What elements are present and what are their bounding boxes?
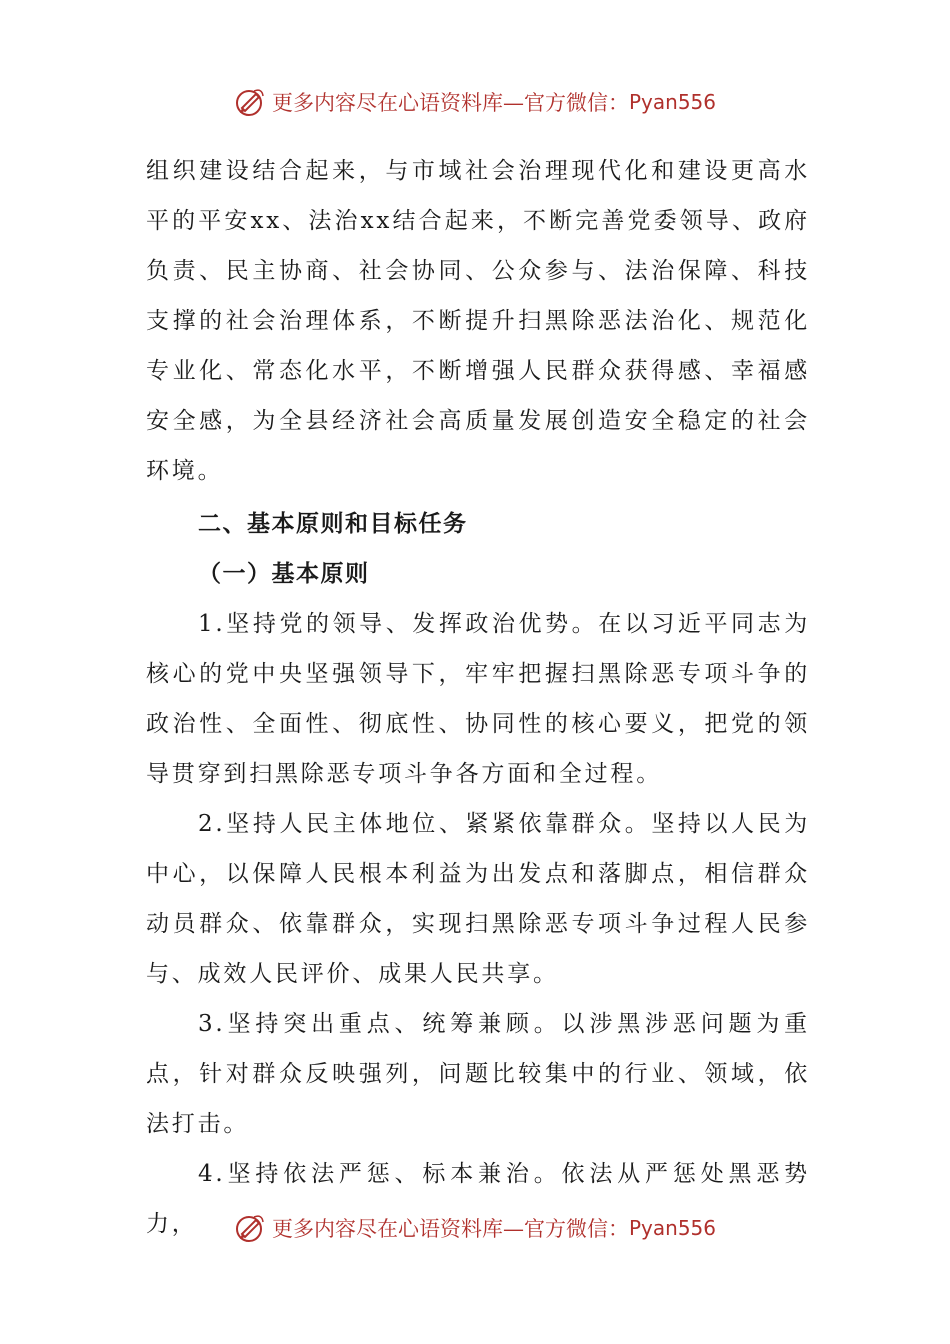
pen-logo-icon [234, 86, 266, 118]
subsection-heading: （一）基本原则 [198, 561, 370, 587]
banner-wechat-id: Pyan556 [628, 90, 716, 114]
footer-banner [0, 1212, 950, 1244]
principle-item-3: 3.坚持突出重点、统筹兼顾。以涉黑涉恶问题为重点，针对群众反映强列，问题比较集中的行业、领域，依法打击。 [146, 1011, 810, 1137]
banner-main-text: 更多内容尽在心语资料库 [271, 1217, 503, 1241]
principle-item-4: 4.坚持依法严惩、标本兼治。依法从严惩处黑恶势力， [146, 1161, 810, 1237]
section-heading: 二、基本原则和目标任务 [198, 511, 468, 537]
paragraph-intro: 组织建设结合起来，与市域社会治理现代化和建设更高水平的平安xx、法治xx结合起来，不断完善党委领导、政府负责、民主协商、社会协同、公众参与、法治保障、科技支撑的社会治理体系，不断提升扫黑除恶法治化、规范化专业化、常态化水平，不断增强人民群众获得感、幸福感安全感，为全县经济社会高质量发展创造安全稳定的社会环境。 [146, 158, 810, 484]
banner-wechat-id: Pyan556 [628, 1216, 716, 1240]
banner-main-text: 更多内容尽在心语资料库 [271, 91, 503, 115]
document-body [146, 146, 810, 1249]
header-banner [0, 86, 950, 118]
banner-wechat-label: —官方微信： [502, 91, 629, 115]
principle-item-1: 1.坚持党的领导、发挥政治优势。在以习近平同志为核心的党中央坚强领导下，牢牢把握扫黑除恶专项斗争的政治性、全面性、彻底性、协同性的核心要义，把党的领导贯穿到扫黑除恶专项斗争各方面和全过程。 [146, 611, 810, 787]
pen-logo-icon [234, 1212, 266, 1244]
banner-wechat-label: —官方微信： [502, 1217, 629, 1241]
principle-item-2: 2.坚持人民主体地位、紧紧依靠群众。坚持以人民为中心，以保障人民根本利益为出发点和落脚点，相信群众动员群众、依靠群众，实现扫黑除恶专项斗争过程人民参与、成效人民评价、成果人民共享。 [146, 811, 810, 987]
